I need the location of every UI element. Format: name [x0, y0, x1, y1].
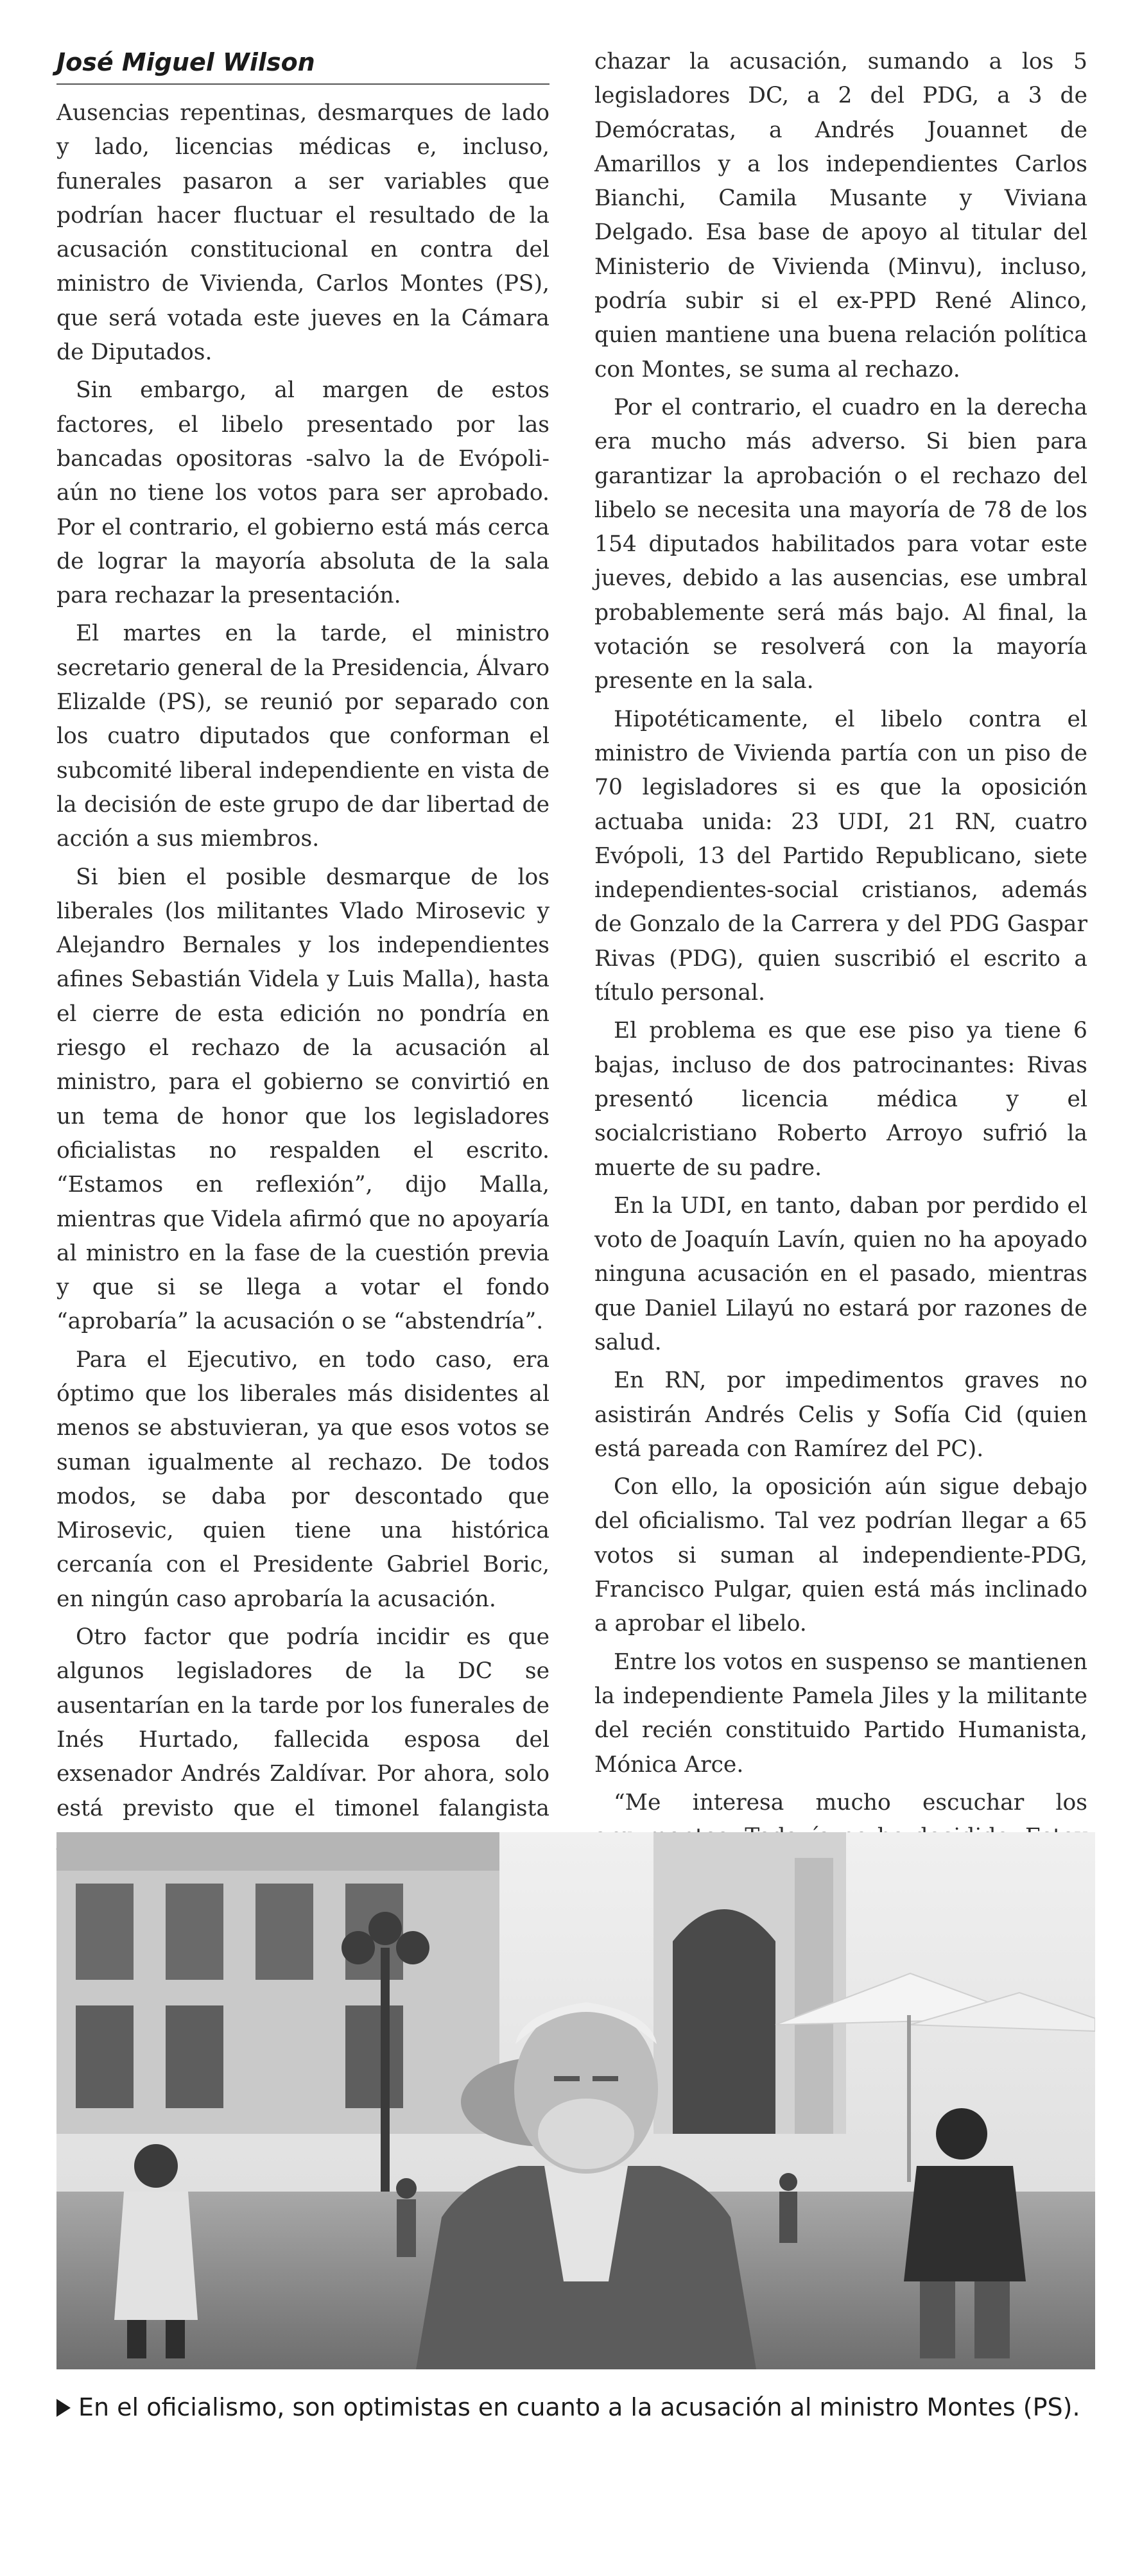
paragraph: Con ello, la oposición aún sigue debajo del oficialismo. Tal vez podrían llegar a 65 votos si suman al independiente-PDG, Francisco Pulgar, quien está más inclinado a aprobar el libelo.: [594, 1474, 1087, 1637]
paragraph: El martes en la tarde, el ministro secretario general de la Presidencia, Álvaro Elizalde (PS), se reunió por separado con los cuatro diputados que conforman el subcomité liberal independiente en vista de la decisión de este grupo de dar libertad de acción a sus miembros.: [56, 621, 549, 852]
article: [56, 45, 1095, 1821]
caption-text: En el oficialismo, son optimistas en cuanto a la acusación al ministro Montes (PS).: [78, 2393, 1080, 2421]
triangle-right-icon: [56, 2399, 71, 2417]
paragraph: Si bien el posible desmarque de los liberales (los militantes Vlado Mirosevic y Alejandro Bernales y los independientes afines Sebastián Videla y Luis Malla), hasta el cierre de esta edición no pondría en riesgo el rechazo de la acusación al ministro, para el gobierno se convirtió en un tema de honor que los legisladores oficialistas no respalden el escrito. “Estamos en reflexión”, dijo Malla, mientras que Videla afirmó que no apoyaría al ministro en la fase de la cuestión previa y que si se llega a votar el fondo “aprobaría” la acusación o se “abstendría”.: [56, 864, 549, 1335]
photo-illustration: [56, 1832, 1095, 2369]
paragraph: Para el Ejecutivo, en todo caso, era óptimo que los liberales más disidentes al menos se abstuvieran, ya que esos votos se suman igualmente al rechazo. De todos modos, se daba por descontado que Mirosevic, quien tiene una histórica cercanía con el Presidente Gabriel Boric, en ningún caso aprobaría la acusación.: [56, 1346, 549, 1612]
paragraph: Ausencias repentinas, desmarques de lado y lado, licencias médicas e, incluso, funerales pasaron a ser variables que podrían hacer fluctuar el resultado de la acusación constitucional en contra del ministro de Vivienda, Carlos Montes (PS), que será votada este jueves en la Cámara de Diputados.: [56, 100, 549, 366]
building-left: [56, 1832, 499, 2134]
paragraph: chazar la acusación, sumando a los 5 legisladores DC, a 2 del PDG, a 3 de Demócratas, a Andrés Jouannet de Amarillos y a los independientes Carlos Bianchi, Camila Musante y Viviana Delgado. Esa base de apoyo al titular del Ministerio de Vivienda (Minvu), incluso, podría subir si el ex-PPD René Alinco, quien mantiene una buena relación política con Montes, se suma al rechazo.: [594, 49, 1087, 382]
photo-caption: [56, 2391, 1095, 2424]
paragraph: Sin embargo, al margen de estos factores, el libelo presentado por las bancadas opositoras -salvo la de Evópoli- aún no tiene los votos para ser aprobado. Por el contrario, el gobierno está más cerca de lograr la mayoría absoluta de la sala para rechazar la presentación.: [56, 377, 549, 609]
paragraph: En la UDI, en tanto, daban por perdido el voto de Joaquín Lavín, quien no ha apoyado ninguna acusación en el pasado, mientras que Daniel Lilayú no estará por razones de salud.: [594, 1192, 1087, 1355]
building-right: [653, 1832, 846, 2134]
paragraph: En RN, por impedimentos graves no asistirán Andrés Celis y Sofía Cid (quien está pareada con Ramírez del PC).: [594, 1368, 1087, 1462]
paragraph: Hipotéticamente, el libelo contra el ministro de Vivienda partía con un piso de 70 legisladores si es que la oposición actuaba unida: 23 UDI, 21 RN, cuatro Evópoli, 13 del Partido Republicano, siete independientes-social cristianos, además de Gonzalo de la Carrera y del PDG Gaspar Rivas (PDG), quien suscribió el escrito a título personal.: [594, 706, 1087, 1006]
paragraph: Entre los votos en suspenso se mantienen la independiente Pamela Jiles y la militante del recién constituido Partido Humanista, Mónica Arce.: [594, 1649, 1087, 1778]
paragraph: Otro factor que podría incidir es que algunos legisladores de la DC se ausentarían en la tarde por los funerales de Inés Hurtado, fallecida esposa del exsenador Andrés Zaldívar. Por ahora, solo está previsto que el timonel falangista: [56, 1624, 549, 1821]
paragraph-final-text: “Me interesa mucho escuchar los: [614, 1789, 1087, 1816]
paragraph: Por el contrario, el cuadro en la derecha era mucho más adverso. Si bien para garantizar la aprobación o el rechazo del libelo se necesita una mayoría de 78 de los 154 diputados habilitados para votar este jueves, debido a las ausencias, ese umbral probablemente será más bajo. Al final, la votación se resolverá con la mayoría presente en la sala.: [594, 394, 1087, 694]
news-photo: [56, 1832, 1095, 2369]
paragraph: El problema es que ese piso ya tiene 6 bajas, incluso de dos patrocinantes: Rivas presentó licencia médica y el socialcristiano Roberto Arroyo sufrió la muerte de su padre.: [594, 1018, 1087, 1181]
byline: José Miguel Wilson: [56, 45, 549, 85]
